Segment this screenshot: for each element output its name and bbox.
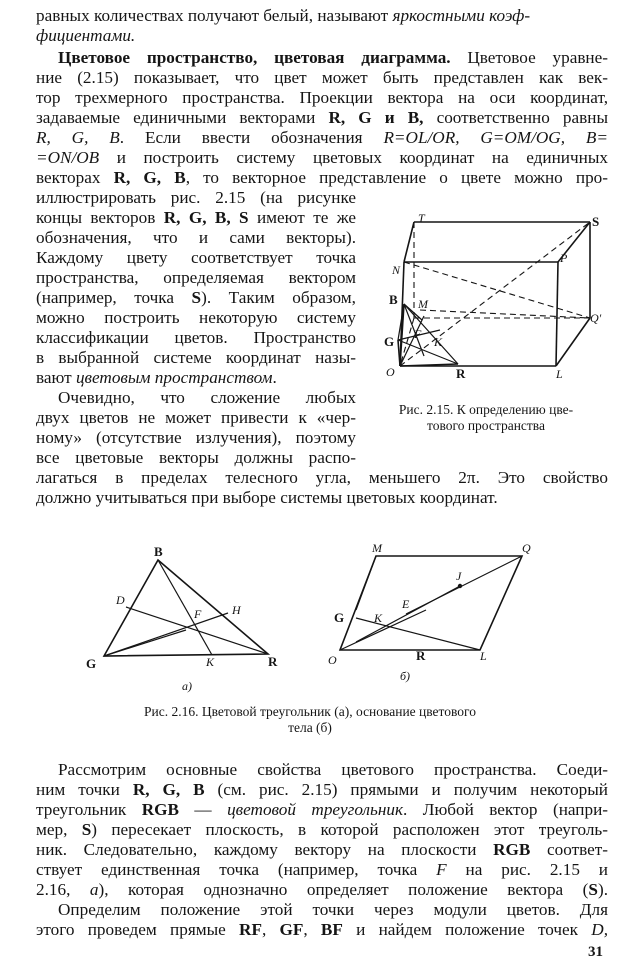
fig216a-label-R: R <box>268 654 278 669</box>
text-line: классификации цветов. Пространство <box>36 328 356 347</box>
fig215-label-N: N <box>392 263 401 277</box>
fig216a-label-D: D <box>116 593 125 607</box>
text-line: тор трехмерного пространства. Проекции вектора на оси координат, <box>36 88 608 107</box>
fig216b-label-K: K <box>374 611 383 625</box>
text-line: (например, точка S). Таким образом, <box>36 288 356 307</box>
text-line: фициентами. <box>36 26 136 45</box>
text-line: треугольник RGB — цветовой треугольник. Любой вектор (напри- <box>36 800 609 819</box>
fig216a-label-G: G <box>86 656 97 671</box>
figure-2-16-caption: Рис. 2.16. Цветовой треугольник (а), основание цветового тела (б) <box>143 704 476 735</box>
fig215-label-Q: Q' <box>590 311 602 325</box>
section-heading: Цветовое пространство, цветовая диаграмма. <box>58 48 451 67</box>
text-line: должно учитываться при выборе системы цветовых координат. <box>36 488 498 507</box>
fig216a-label-K: K <box>206 655 215 669</box>
fig216b-label-M: M <box>372 541 382 555</box>
fig215-label-T: T <box>418 211 425 225</box>
section-heading-line: Цветовое пространство, цветовая диаграмма. Цветовое уравне- <box>58 48 608 67</box>
fig215-label-M: M <box>418 297 428 311</box>
text-line: мер, S) пересекает плоскость, в которой расположен этот треуголь- <box>36 820 608 839</box>
text-line: все цветовые векторы должны распо- <box>36 448 356 467</box>
text-line: ствует единственная точка (например, точка F на рис. 2.15 и <box>36 860 608 879</box>
fig216a-sublabel: а) <box>182 679 192 693</box>
fig215-label-P: P <box>560 251 568 265</box>
figure-2-15-caption: Рис. 2.15. К определению цве- тового пространства <box>398 402 574 433</box>
text-line: векторах R, G, B, то векторное представление о цвете можно про- <box>36 168 609 187</box>
fig216b-label-Q: Q <box>522 541 531 555</box>
fig216b-label-G: G <box>334 610 345 625</box>
fig215-label-O: O <box>386 365 395 379</box>
page-number: 31 <box>588 944 603 960</box>
fig215-label-B: B <box>389 292 398 307</box>
fig215-label-S: S <box>592 214 600 229</box>
text-line: ним точки R, G, B (см. рис. 2.15) прямыми и получим некоторый <box>36 780 609 799</box>
text-line: ник. Следовательно, каждому вектору на плоскости RGB соответ- <box>36 840 609 859</box>
fig215-label-R: R <box>456 366 466 381</box>
text-line: равных количествах получают белый, называют яркостными коэф- <box>36 6 531 25</box>
fig215-label-K: K <box>434 335 443 349</box>
fig216b-label-O: O <box>328 653 337 667</box>
text-line: лагаться в пределах телесного угла, меньшего 2π. Это свойство <box>36 468 608 487</box>
text-line: ному» (отсутствие излучения), поэтому <box>36 428 356 447</box>
fig216a-label-B: B <box>154 544 163 559</box>
fig216a-label-F: F <box>194 607 202 621</box>
text-line: пространства, определяемая вектором <box>36 268 356 287</box>
text-line: 2.16, а), которая однозначно определяет положение вектора (S). <box>36 880 608 899</box>
text-line: в выбранной системе координат назы- <box>36 348 356 367</box>
fig216b-label-E: E <box>402 597 410 611</box>
text-line: обозначения, что и сами векторы). <box>36 228 356 247</box>
fig216b-sublabel: б) <box>400 669 411 683</box>
text-line: Определим положение этой точки через модули цветов. Для <box>58 900 608 919</box>
text-line: концы векторов R, G, B, S имеют те же <box>36 208 356 227</box>
fig215-label-F: F <box>414 327 422 341</box>
fig215-label-L: L <box>556 367 563 381</box>
text-line: R, G, B. Если ввести обозначения R=OL/OR, G=OM/OG, B= <box>36 128 608 147</box>
text-line: иллюстрировать рис. 2.15 (на рисунке <box>36 188 356 207</box>
fig216b-label-R: R <box>416 648 426 663</box>
fig216b-label-J: J <box>456 569 462 583</box>
text-line: двух цветов не может привести к «чер- <box>36 408 356 427</box>
text-line: Рассмотрим основные свойства цветового пространства. Соеди- <box>58 760 608 779</box>
text-line: вают цветовым пространством. <box>36 368 277 387</box>
fig216b-label-L: L <box>480 649 487 663</box>
fig216a-label-H: H <box>232 603 241 617</box>
text-line: =ON/OB и построить систему цветовых координат на единичных <box>36 148 608 167</box>
text-line: ние (2.15) показывает, что цвет может быть представлен как век- <box>36 68 608 87</box>
text-line: Очевидно, что сложение любых <box>58 388 356 407</box>
text-line: можно построить некоторую систему <box>36 308 356 327</box>
text-line: этого проведем прямые RF, GF, BF и найдем положение точек D, <box>36 920 608 939</box>
text-line: Каждому цвету соответствует точка <box>36 248 356 267</box>
fig215-label-G: G <box>384 334 395 349</box>
text-line: задаваемые единичными векторами R, G и B, соответственно равны <box>36 108 609 127</box>
